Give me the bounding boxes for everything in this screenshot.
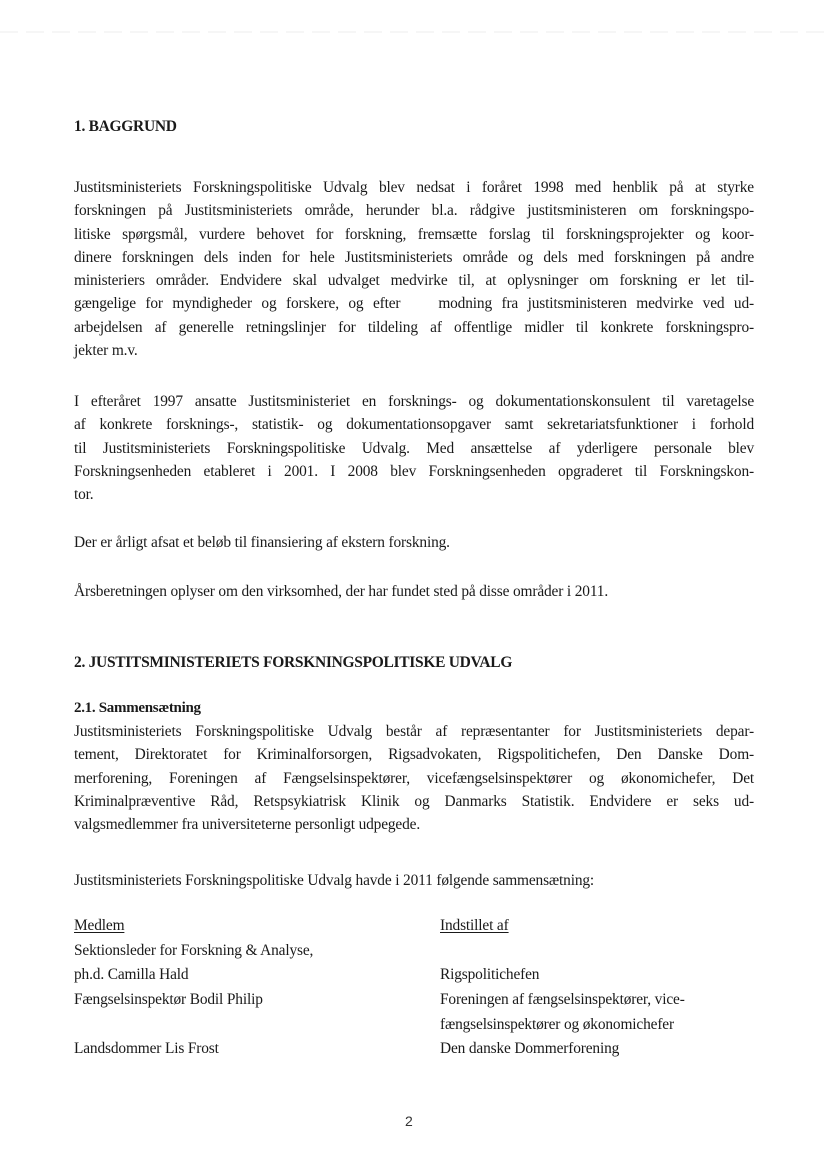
page-number: 2 bbox=[405, 1113, 413, 1129]
member-name: Fængselsinspektør Bodil Philip bbox=[74, 991, 263, 1008]
scan-artifact-line bbox=[0, 31, 826, 33]
text-line: Justitsministeriets Forskningspolitiske Udvalg består af repræsentanter for Justitsministeriets depar- bbox=[74, 723, 754, 740]
text-line: tement, Direktoratet for Kriminalforsorgen, Rigsadvokaten, Rigspolitichefen, Den Danske Dom- bbox=[74, 746, 754, 764]
text-line: merforening, Foreningen af Fængselsinspektører, vicefængselsinspektører og økonomichefer, Det bbox=[74, 769, 754, 787]
text-line: I efteråret 1997 ansatte Justitsministeriet en forsknings- og dokumentationskonsulent til varetagelse bbox=[74, 393, 754, 410]
member-nominated-by: Rigspolitichefen bbox=[440, 966, 540, 983]
text-line: Justitsministeriets Forskningspolitiske Udvalg blev nedsat i foråret 1998 med henblik på at styrke bbox=[74, 179, 754, 196]
section-heading-udvalg: 2. JUSTITSMINISTERIETS FORSKNINGSPOLITISKE UDVALG bbox=[74, 654, 513, 671]
text-line: jekter m.v. bbox=[74, 342, 138, 360]
paragraph-funding: Der er årligt afsat et beløb til finansiering af ekstern forskning. bbox=[74, 534, 450, 551]
column-header-member: Medlem bbox=[74, 917, 125, 934]
paragraph-background-1 bbox=[74, 176, 754, 362]
paragraph-background-2 bbox=[74, 390, 754, 506]
text-line: arbejdelsen af generelle retningslinjer for tildeling af offentlige midler til konkrete forskningspro- bbox=[74, 318, 754, 336]
member-name: Sektionsleder for Forskning & Analyse, bbox=[74, 942, 314, 959]
member-name: Landsdommer Lis Frost bbox=[74, 1040, 219, 1057]
text-line: til Justitsministeriets Forskningspolitiske Udvalg. Med ansættelse af yderligere personale blev bbox=[74, 439, 754, 457]
text-line: ministeriers områder. Endvidere skal udvalget medvirke til, at oplysninger om forskning er let til- bbox=[74, 272, 754, 290]
text-line: forskningen på Justitsministeriets område, herunder bl.a. rådgive justitsministeren om forskningspo- bbox=[74, 202, 754, 220]
text-line: Forskningsenheden etableret i 2001. I 2008 blev Forskningsenheden opgraderet til Forskningskon- bbox=[74, 462, 754, 480]
paragraph-annual-report: Årsberetningen oplyser om den virksomhed, der har fundet sted på disse områder i 2011. bbox=[74, 583, 609, 600]
text-line: tor. bbox=[74, 486, 94, 504]
member-nominated-by: Den danske Dommerforening bbox=[440, 1040, 620, 1057]
text-line: valgsmedlemmer fra universiteterne personligt udpegede. bbox=[74, 816, 421, 834]
text-line: Kriminalpræventive Råd, Retspsykiatrisk Klinik og Danmarks Statistik. Endvidere er seks ud- bbox=[74, 792, 754, 810]
member-nominated-by: Foreningen af fængselsinspektører, vice- bbox=[440, 991, 685, 1008]
paragraph-composition bbox=[74, 720, 754, 836]
text-line: gængelige for myndigheder og forskere, og efter modning fra justitsministeren medvirke ved ud- bbox=[74, 295, 754, 313]
text-line: af konkrete forsknings-, statistik- og dokumentationsopgaver samt sekretariatsfunktioner i forhold bbox=[74, 416, 754, 434]
column-header-nominated-by: Indstillet af bbox=[440, 917, 509, 934]
text-line: litiske spørgsmål, vurdere behovet for forskning, fremsætte forslag til forskningsprojekter og koor- bbox=[74, 225, 754, 243]
section-heading-baggrund: 1. BAGGRUND bbox=[74, 118, 177, 135]
member-name: ph.d. Camilla Hald bbox=[74, 966, 189, 983]
members-intro: Justitsministeriets Forskningspolitiske Udvalg havde i 2011 følgende sammensætning: bbox=[74, 872, 595, 889]
subsection-heading-sammensaetning: 2.1. Sammensætning bbox=[74, 700, 201, 716]
text-line: dinere forskningen dels inden for hele Justitsministeriets område og dels med forskningen på andre bbox=[74, 248, 754, 266]
member-nominated-by: fængselsinspektører og økonomichefer bbox=[440, 1016, 674, 1033]
